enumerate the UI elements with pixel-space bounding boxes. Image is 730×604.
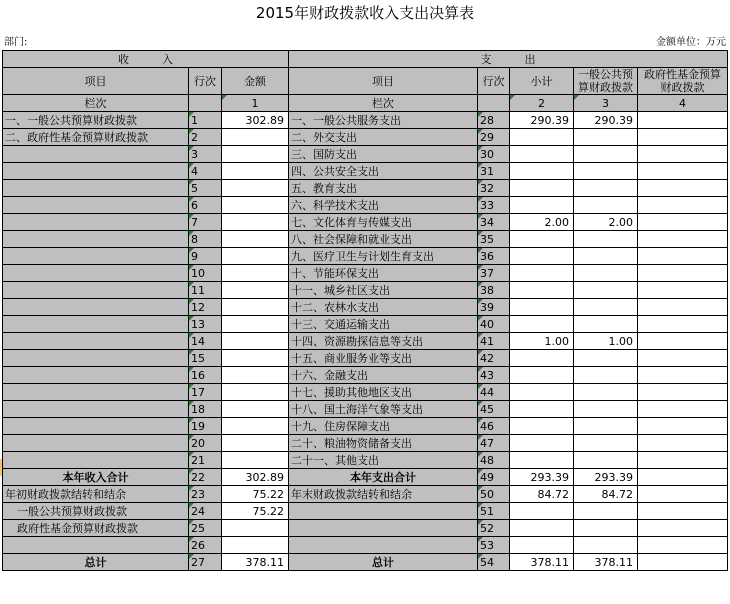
income-item-cell[interactable] (3, 248, 189, 265)
gov-fund-cell[interactable] (638, 554, 728, 571)
table-row (3, 112, 728, 129)
report-title: 2015年财政拨款收入支出决算表 (255, 4, 475, 22)
subtotal-cell[interactable] (510, 435, 574, 452)
expense-item-cell[interactable]: 六、科学技术支出 (289, 197, 478, 214)
income-rowno-header: 行次 (189, 68, 222, 95)
income-item-cell[interactable] (3, 299, 189, 316)
general-budget-cell[interactable]: 290.39 (574, 112, 638, 129)
gov-fund-cell[interactable] (638, 112, 728, 129)
income-rowno-cell[interactable]: 2 (189, 129, 222, 146)
expense-item-cell[interactable] (289, 520, 478, 537)
table-row (3, 418, 728, 435)
table-row (3, 316, 728, 333)
general-budget-cell[interactable] (574, 418, 638, 435)
income-amount-cell[interactable] (222, 282, 289, 299)
subtotal-cell[interactable] (510, 384, 574, 401)
gov-fund-cell[interactable] (638, 316, 728, 333)
table-row (3, 401, 728, 418)
general-budget-cell[interactable] (574, 163, 638, 180)
gov-fund-cell[interactable] (638, 367, 728, 384)
gov-fund-cell[interactable] (638, 282, 728, 299)
expense-col-label: 栏次 (289, 95, 478, 112)
expense-rowno-cell[interactable]: 53 (478, 537, 510, 554)
subtotal-cell[interactable] (510, 452, 574, 469)
income-amount-cell[interactable] (222, 180, 289, 197)
table-row (3, 537, 728, 554)
gov-fund-cell[interactable] (638, 180, 728, 197)
income-rowno-cell[interactable]: 10 (189, 265, 222, 282)
gov-fund-cell[interactable] (638, 486, 728, 503)
department-label: 部门: (4, 37, 28, 48)
subtotal-cell[interactable] (510, 401, 574, 418)
income-item-cell[interactable] (3, 401, 189, 418)
income-rowno-cell[interactable]: 19 (189, 418, 222, 435)
income-item-cell[interactable] (3, 384, 189, 401)
income-amount-cell[interactable]: 75.22 (222, 486, 289, 503)
income-item-cell[interactable] (3, 316, 189, 333)
subtotal-cell[interactable]: 378.11 (510, 554, 574, 571)
income-rowno-cell[interactable]: 3 (189, 146, 222, 163)
expense-item-cell[interactable]: 十五、商业服务业等支出 (289, 350, 478, 367)
expense-item-cell[interactable]: 十、节能环保支出 (289, 265, 478, 282)
expense-rowno-cell[interactable]: 49 (478, 469, 510, 486)
expense-rowno-cell[interactable]: 30 (478, 146, 510, 163)
table-row (3, 486, 728, 503)
gov-fund-cell[interactable] (638, 248, 728, 265)
expense-rowno-header: 行次 (478, 68, 510, 95)
gov-fund-cell[interactable] (638, 265, 728, 282)
gov-fund-cell[interactable] (638, 520, 728, 537)
gov-fund-cell[interactable] (638, 384, 728, 401)
subtotal-cell[interactable] (510, 197, 574, 214)
gov-fund-cell[interactable] (638, 129, 728, 146)
income-amount-cell[interactable]: 302.89 (222, 469, 289, 486)
income-rowno-cell[interactable]: 6 (189, 197, 222, 214)
subtotal-cell[interactable]: 290.39 (510, 112, 574, 129)
general-budget-cell[interactable] (574, 384, 638, 401)
expense-rowno-cell[interactable]: 37 (478, 265, 510, 282)
income-amount-cell[interactable] (222, 197, 289, 214)
expense-item-cell[interactable]: 十二、农林水支出 (289, 299, 478, 316)
table-row (3, 435, 728, 452)
gov-fund-header: 政府性基金预算财政拨款 (638, 68, 728, 95)
general-budget-cell[interactable] (574, 537, 638, 554)
expense-item-cell[interactable]: 十九、住房保障支出 (289, 418, 478, 435)
income-item-cell[interactable] (3, 452, 189, 469)
income-rowno-cell[interactable]: 13 (189, 316, 222, 333)
income-amount-cell[interactable] (222, 367, 289, 384)
income-amount-cell[interactable] (222, 418, 289, 435)
expense-rowno-cell[interactable]: 52 (478, 520, 510, 537)
expense-rowno-cell[interactable]: 34 (478, 214, 510, 231)
table-row (3, 384, 728, 401)
subtotal-cell[interactable]: 1.00 (510, 333, 574, 350)
income-rowno-cell[interactable]: 22 (189, 469, 222, 486)
general-budget-cell[interactable] (574, 197, 638, 214)
income-amount-cell[interactable] (222, 214, 289, 231)
expense-item-cell[interactable]: 八、社会保障和就业支出 (289, 231, 478, 248)
subtotal-cell[interactable]: 293.39 (510, 469, 574, 486)
general-budget-cell[interactable]: 2.00 (574, 214, 638, 231)
income-item-cell[interactable] (3, 214, 189, 231)
table-row (3, 197, 728, 214)
expense-rowno-cell[interactable]: 42 (478, 350, 510, 367)
income-amount-cell[interactable]: 75.22 (222, 503, 289, 520)
subtotal-cell[interactable] (510, 231, 574, 248)
income-item-cell[interactable] (3, 180, 189, 197)
expense-item-cell[interactable] (289, 537, 478, 554)
col-number-3: 3 (574, 95, 638, 112)
table-row (3, 299, 728, 316)
income-rowno-cell[interactable]: 9 (189, 248, 222, 265)
general-budget-cell[interactable] (574, 180, 638, 197)
general-budget-cell[interactable] (574, 401, 638, 418)
income-amount-cell[interactable] (222, 299, 289, 316)
subtotal-cell[interactable] (510, 163, 574, 180)
expense-item-cell[interactable]: 二十一、其他支出 (289, 452, 478, 469)
income-item-cell[interactable]: 本年收入合计 (3, 469, 189, 486)
general-budget-cell[interactable] (574, 503, 638, 520)
expense-item-cell[interactable]: 十八、国土海洋气象等支出 (289, 401, 478, 418)
gov-fund-cell[interactable] (638, 350, 728, 367)
subtotal-cell[interactable] (510, 282, 574, 299)
expense-col-blank (478, 95, 510, 112)
gov-fund-cell[interactable] (638, 231, 728, 248)
income-rowno-cell[interactable]: 8 (189, 231, 222, 248)
gov-fund-cell[interactable] (638, 214, 728, 231)
general-budget-cell[interactable] (574, 231, 638, 248)
income-item-cell[interactable] (3, 282, 189, 299)
general-budget-cell[interactable] (574, 520, 638, 537)
expense-rowno-cell[interactable]: 33 (478, 197, 510, 214)
income-amount-cell[interactable] (222, 129, 289, 146)
general-budget-cell[interactable] (574, 129, 638, 146)
subtotal-cell[interactable] (510, 367, 574, 384)
gov-fund-cell[interactable] (638, 197, 728, 214)
expense-item-cell[interactable]: 十四、资源勘探信息等支出 (289, 333, 478, 350)
table-row (3, 503, 728, 520)
income-item-cell[interactable]: 二、政府性基金预算财政拨款 (3, 129, 189, 146)
gov-fund-cell[interactable] (638, 418, 728, 435)
income-amount-header: 金额 (222, 68, 289, 95)
income-item-cell[interactable]: 一般公共预算财政拨款 (3, 503, 189, 520)
expense-rowno-cell[interactable]: 51 (478, 503, 510, 520)
expense-item-cell[interactable]: 四、公共安全支出 (289, 163, 478, 180)
expense-item-cell[interactable]: 十三、交通运输支出 (289, 316, 478, 333)
income-rowno-cell[interactable]: 1 (189, 112, 222, 129)
subtotal-cell[interactable] (510, 129, 574, 146)
expense-item-cell[interactable] (289, 503, 478, 520)
general-budget-cell[interactable] (574, 350, 638, 367)
subtotal-cell[interactable] (510, 146, 574, 163)
budget-table (2, 50, 728, 571)
table-row (3, 180, 728, 197)
income-item-cell[interactable] (3, 231, 189, 248)
subtotal-cell[interactable] (510, 418, 574, 435)
income-amount-cell[interactable] (222, 401, 289, 418)
general-budget-cell[interactable]: 1.00 (574, 333, 638, 350)
table-row (3, 367, 728, 384)
table-row (3, 146, 728, 163)
income-rowno-cell[interactable]: 15 (189, 350, 222, 367)
gov-fund-cell[interactable] (638, 163, 728, 180)
gov-fund-cell[interactable] (638, 469, 728, 486)
expense-item-cell[interactable]: 总计 (289, 554, 478, 571)
income-rowno-cell[interactable]: 26 (189, 537, 222, 554)
income-col-label: 栏次 (3, 95, 189, 112)
income-item-cell[interactable] (3, 418, 189, 435)
general-budget-cell[interactable]: 378.11 (574, 554, 638, 571)
expense-rowno-cell[interactable]: 32 (478, 180, 510, 197)
income-amount-cell[interactable] (222, 537, 289, 554)
income-item-cell[interactable] (3, 367, 189, 384)
gov-fund-cell[interactable] (638, 299, 728, 316)
general-budget-cell[interactable] (574, 299, 638, 316)
income-item-cell[interactable] (3, 537, 189, 554)
expense-rowno-cell[interactable]: 43 (478, 367, 510, 384)
table-row (3, 520, 728, 537)
income-amount-cell[interactable] (222, 265, 289, 282)
income-item-cell[interactable]: 年初财政拨款结转和结余 (3, 486, 189, 503)
expense-header: 支 出 (289, 51, 728, 68)
expense-item-cell[interactable]: 年末财政拨款结转和结余 (289, 486, 478, 503)
expense-item-cell[interactable]: 九、医疗卫生与计划生育支出 (289, 248, 478, 265)
expense-item-header: 项目 (289, 68, 478, 95)
expense-item-cell[interactable]: 七、文化体育与传媒支出 (289, 214, 478, 231)
income-rowno-cell[interactable]: 18 (189, 401, 222, 418)
income-amount-cell[interactable] (222, 316, 289, 333)
table-row (3, 248, 728, 265)
subtotal-cell[interactable] (510, 265, 574, 282)
income-rowno-cell[interactable]: 25 (189, 520, 222, 537)
income-item-cell[interactable]: 一、一般公共预算财政拨款 (3, 112, 189, 129)
expense-rowno-cell[interactable]: 44 (478, 384, 510, 401)
expense-rowno-cell[interactable]: 46 (478, 418, 510, 435)
amount-unit-label: 金额单位：万元 (656, 37, 726, 48)
expense-rowno-cell[interactable]: 39 (478, 299, 510, 316)
expense-item-cell[interactable]: 二十、粮油物资储备支出 (289, 435, 478, 452)
table-row (3, 350, 728, 367)
general-budget-cell[interactable]: 293.39 (574, 469, 638, 486)
gov-fund-cell[interactable] (638, 333, 728, 350)
gov-fund-cell[interactable] (638, 435, 728, 452)
col-number-2: 2 (510, 95, 574, 112)
table-row (3, 163, 728, 180)
expense-item-cell[interactable]: 十六、金融支出 (289, 367, 478, 384)
gov-fund-cell[interactable] (638, 146, 728, 163)
income-rowno-cell[interactable]: 21 (189, 452, 222, 469)
gov-fund-cell[interactable] (638, 401, 728, 418)
subtotal-cell[interactable] (510, 503, 574, 520)
income-rowno-cell[interactable]: 12 (189, 299, 222, 316)
subtotal-cell[interactable] (510, 350, 574, 367)
subtotal-cell[interactable] (510, 316, 574, 333)
subtotal-header: 小计 (510, 68, 574, 95)
expense-rowno-cell[interactable]: 29 (478, 129, 510, 146)
general-budget-cell[interactable] (574, 282, 638, 299)
income-rowno-cell[interactable]: 24 (189, 503, 222, 520)
col-number-1: 1 (222, 95, 289, 112)
expense-rowno-cell[interactable]: 45 (478, 401, 510, 418)
expense-rowno-cell[interactable]: 50 (478, 486, 510, 503)
subtotal-cell[interactable] (510, 520, 574, 537)
income-item-cell[interactable]: 总计 (3, 554, 189, 571)
income-rowno-cell[interactable]: 16 (189, 367, 222, 384)
general-budget-cell[interactable] (574, 452, 638, 469)
income-amount-cell[interactable]: 302.89 (222, 112, 289, 129)
gov-fund-cell[interactable] (638, 537, 728, 554)
table-row (3, 129, 728, 146)
expense-item-cell[interactable]: 本年支出合计 (289, 469, 478, 486)
income-amount-cell[interactable] (222, 231, 289, 248)
expense-rowno-cell[interactable]: 40 (478, 316, 510, 333)
income-rowno-cell[interactable]: 7 (189, 214, 222, 231)
income-item-cell[interactable] (3, 333, 189, 350)
table-row (3, 554, 728, 571)
income-item-header: 项目 (3, 68, 189, 95)
table-row (3, 214, 728, 231)
expense-rowno-cell[interactable]: 48 (478, 452, 510, 469)
income-rowno-cell[interactable]: 11 (189, 282, 222, 299)
income-rowno-cell[interactable]: 5 (189, 180, 222, 197)
income-amount-cell[interactable] (222, 435, 289, 452)
subtotal-cell[interactable] (510, 299, 574, 316)
income-amount-cell[interactable] (222, 333, 289, 350)
income-amount-cell[interactable] (222, 452, 289, 469)
income-item-cell[interactable] (3, 435, 189, 452)
income-amount-cell[interactable]: 378.11 (222, 554, 289, 571)
income-rowno-cell[interactable]: 20 (189, 435, 222, 452)
expense-rowno-cell[interactable]: 47 (478, 435, 510, 452)
expense-rowno-cell[interactable]: 28 (478, 112, 510, 129)
table-row (3, 231, 728, 248)
income-amount-cell[interactable] (222, 384, 289, 401)
expense-rowno-cell[interactable]: 36 (478, 248, 510, 265)
table-row (3, 452, 728, 469)
subtotal-cell[interactable] (510, 180, 574, 197)
expense-item-cell[interactable]: 三、国防支出 (289, 146, 478, 163)
general-budget-header: 一般公共预算财政拨款 (574, 68, 638, 95)
general-budget-cell[interactable] (574, 248, 638, 265)
expense-rowno-cell[interactable]: 38 (478, 282, 510, 299)
income-amount-cell[interactable] (222, 520, 289, 537)
income-amount-cell[interactable] (222, 146, 289, 163)
col-number-4: 4 (638, 95, 728, 112)
income-amount-cell[interactable] (222, 350, 289, 367)
income-col-blank (189, 95, 222, 112)
general-budget-cell[interactable] (574, 367, 638, 384)
income-item-cell[interactable] (3, 265, 189, 282)
expense-item-cell[interactable]: 十一、城乡社区支出 (289, 282, 478, 299)
income-rowno-cell[interactable]: 4 (189, 163, 222, 180)
income-amount-cell[interactable] (222, 163, 289, 180)
table-row (3, 469, 728, 486)
subtotal-cell[interactable] (510, 537, 574, 554)
gov-fund-cell[interactable] (638, 503, 728, 520)
expense-rowno-cell[interactable]: 41 (478, 333, 510, 350)
expense-item-cell[interactable]: 五、教育支出 (289, 180, 478, 197)
income-item-cell[interactable] (3, 146, 189, 163)
income-header: 收 入 (3, 51, 289, 68)
expense-item-cell[interactable]: 二、外交支出 (289, 129, 478, 146)
general-budget-cell[interactable] (574, 146, 638, 163)
income-rowno-cell[interactable]: 14 (189, 333, 222, 350)
expense-rowno-cell[interactable]: 35 (478, 231, 510, 248)
subtotal-cell[interactable]: 84.72 (510, 486, 574, 503)
gov-fund-cell[interactable] (638, 452, 728, 469)
general-budget-cell[interactable]: 84.72 (574, 486, 638, 503)
general-budget-cell[interactable] (574, 435, 638, 452)
expense-rowno-cell[interactable]: 54 (478, 554, 510, 571)
expense-item-cell[interactable]: 十七、援助其他地区支出 (289, 384, 478, 401)
income-item-cell[interactable] (3, 163, 189, 180)
income-rowno-cell[interactable]: 23 (189, 486, 222, 503)
table-row (3, 282, 728, 299)
general-budget-cell[interactable] (574, 265, 638, 282)
income-amount-cell[interactable] (222, 248, 289, 265)
expense-item-cell[interactable]: 一、一般公共服务支出 (289, 112, 478, 129)
income-item-cell[interactable] (3, 350, 189, 367)
income-item-cell[interactable]: 政府性基金预算财政拨款 (3, 520, 189, 537)
general-budget-cell[interactable] (574, 316, 638, 333)
income-rowno-cell[interactable]: 27 (189, 554, 222, 571)
expense-rowno-cell[interactable]: 31 (478, 163, 510, 180)
subtotal-cell[interactable] (510, 248, 574, 265)
subtotal-cell[interactable]: 2.00 (510, 214, 574, 231)
income-rowno-cell[interactable]: 17 (189, 384, 222, 401)
income-item-cell[interactable] (3, 197, 189, 214)
table-row (3, 265, 728, 282)
table-row (3, 333, 728, 350)
